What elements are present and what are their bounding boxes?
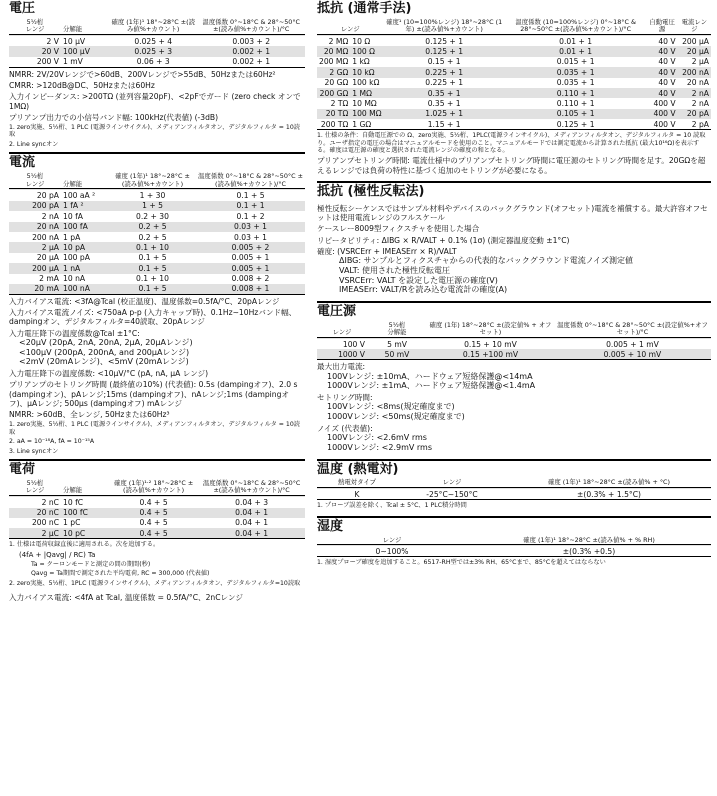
footnote: 1. プローブ誤差を除く、Tcal ± 5°C、1 PLC積分時間 [317,502,467,510]
note: NMRR: 2V/20Vレンジで>60dB、200Vレンジで>55dB、50Hzまたは60Hz² [9,69,276,79]
current-table: 5½桁 レンジ 分解能 確度 (1年)¹ 18°~28°C ±(読み値%+カウント) 温度係数 0°~18°C & 28°~50°C ±(読み値%+カウント)/°C 20 pA 100 aA ² 1 + 30 0.1 + 5 200 pA 1 fA ² 1 + 5 0.1 + 1 2 nA 10 fA 0.2 + 30 0.1 + 2 20 nA 100 fA 0.2 + 5 0.03 + 1 200 nA 1 pA 0.2 + 5 0.03 + 1 2 µA 10 pA 0.1 + 10 0.005 + 2 20 µA 100 pA 0.1 + 5 0.005 + 1 200 µA 1 nA 0.1 + 5 0.005 + 1 2 mA 10 nA 0.1 + 10 0.008 + 2 20 mA 100 nA 0.1 + 5 0.008 + 1 [9,173,305,295]
note: 入力電圧降下の温度係数@Tcal ±1°C: [9,328,140,338]
footnote: 1. 仕様は電荷収録直後に適用される。次を追加する。 [9,541,160,549]
note-sub: 100Vレンジ: ±10mA、ハードウェア短絡保護@<14mA [327,371,533,381]
footnote: 1. 仕様の条件：自動電圧源での Ω、zero実施、5½桁、1PLC(電源ラインサイクル)、メディアンフィルタオン、デジタルフィルタ = 10 読取り。ユーザ指定の電圧の場合はマニュアルモードを使用のこと。マニュアルモードでは測定電流から計算された抵抗 (最大10¹⁶Ω)を表示する。確度は電圧源の確度と選択された電流レンジの確度の和となる。 [317,132,706,154]
table-row: 2 nC 10 fC 0.4 + 5 0.04 + 3 [9,497,305,507]
voltage-table [9,19,305,68]
humidity-table: レンジ 確度 (1年)¹ 18°~28°C ±(読み値% + % RH) 0~100% ±(0.3% +0.5) [317,537,711,558]
col-acc: 確度 (1年)¹ 18°~28°C ±(読み値%+カウント) [111,17,196,34]
table-row: 20 pA 100 aA ² 1 + 30 0.1 + 5 [9,190,305,200]
table-row: 2 MΩ 10 Ω 0.125 + 1 0.01 + 1 40 V 200 µA [317,36,711,46]
note-sub: <100µV (200pA, 200nA, and 200µAレンジ) [19,347,190,357]
note-sub: 1000Vレンジ: <50ms(規定確度まで) [327,412,465,422]
note: NMRR: >60dB、全レンジ, 50Hzまたは60Hz³ [9,410,170,420]
footnote-sub: Ta = クーロンモードと測定の間の期間(秒) [31,561,151,569]
table-row: 20 mA 100 nA 0.1 + 5 0.008 + 1 [9,284,305,294]
vsource-heading: 電圧源 [317,301,711,322]
note: 入力バイアス電流: <4fA at Tcal, 温度係数 = 0.5fA/°C、2nCレンジ [9,593,243,603]
table-row: 200 TΩ 1 GΩ 1.15 + 1 0.125 + 1 400 V 2 pA [317,119,711,129]
note-sub: VSRCErr: VALT を設定した電圧源の確度(V) [339,275,498,285]
note: 入力バイアス電流ノイズ: <750aA p-p (入力キャップ時)、0.1Hz~10Hzバンド幅、dampingオン、デジタルフィルタ=40読取、20pAレンジ [9,308,297,327]
table-row: 20 TΩ 100 MΩ 1.025 + 1 0.105 + 1 400 V 20 pA [317,109,711,119]
formula: (4fA + |Qavg| / RC) Ta [19,550,96,559]
table-row: 2 GΩ 10 kΩ 0.225 + 1 0.035 + 1 40 V 200 nA [317,67,711,77]
note: ケースレー8009型フィクスチャを使用した場合 [317,224,480,234]
table-row: 2 mA 10 nA 0.1 + 10 0.008 + 2 [9,274,305,284]
table-row: 200 nC 1 pC 0.4 + 5 0.04 + 1 [9,518,305,528]
col-res: 分解能 [63,25,83,34]
left-column [9,0,305,603]
temp-table: 熱電対タイプ レンジ 確度 (1年)¹ 18°~28°C ±(読み値% + °C) K -25°C~150°C ±(0.3% + 1.5°C) [317,479,711,500]
right-column [317,0,711,567]
note: セトリング時間: [317,393,373,403]
table-row: 200 pA 1 fA ² 1 + 5 0.1 + 1 [9,201,305,211]
table-row: K -25°C~150°C ±(0.3% + 1.5°C) [317,489,711,499]
footnote: 2. aA = 10⁻¹⁸A, fA = 10⁻¹⁵A [9,438,95,446]
footnote: 1. zero実施、5½桁、1 PLC (電源ラインサイクル)、メディアンフィルタオン、デジタルフィルタ = 10読取 [9,124,300,139]
note: 入力電圧降下の温度係数: <10µV/°C (pA, nA, µA レンジ) [9,369,209,379]
note-sub: 1000Vレンジ: <2.9mV rms [327,442,433,452]
resistance-heading: 抵抗 (通常手法) [317,1,412,16]
footnote: 1. zero実施、5½桁、1 PLC (電源ラインサイクル)、メディアンフィルタオン、デジタルフィルタ = 10読取 [9,421,300,436]
note-sub: ΔIBG: サンプルとフィクスチャからの代表的なバックグラウンド電流ノイズ測定値 [339,256,633,266]
col-range: 5½桁 レンジ [25,17,45,34]
table-row: 20 nC 100 fC 0.4 + 5 0.04 + 1 [9,508,305,518]
note-sub: <20µV (20pA, 2nA, 20nA, 2µA, 20µAレンジ) [19,337,193,347]
table-row: 20 µA 100 pA 0.1 + 5 0.005 + 1 [9,253,305,263]
note: 入力インピーダンス: >200TΩ (並列容量20pF)、<2pFでガード (zero check オンで1MΩ) [9,92,301,111]
table-row: 20 nA 100 fA 0.2 + 5 0.03 + 1 [9,222,305,232]
current-heading: 電流 [9,152,305,173]
note: 入力バイアス電流: <3fA@Tcal (校正温度)、温度係数=0.5fA/°C、20pAレンジ [9,296,280,306]
table-row: 20 GΩ 100 kΩ 0.225 + 1 0.035 + 1 40 V 20 nA [317,78,711,88]
table-row: 100 V 5 mV 0.15 + 10 mV 0.005 + 1 mV [317,339,711,349]
table-row: 2 µA 10 pA 0.1 + 10 0.005 + 2 [9,242,305,252]
table-row: 2 TΩ 10 MΩ 0.35 + 1 0.110 + 1 400 V 2 nA [317,98,711,108]
note-sub: IMEASErr: VALT/Rを読み込む電流計の確度(A) [339,285,508,295]
vsource-table: レンジ 5½桁 分解能 確度 (1年) 18°~28°C ±(設定値% + オフセット) 温度係数 0°~18°C & 28°~50°C ±(設定値%+オフセット)/°C 100 V 5 mV 0.15 + 10 mV 0.005 + 1 mV 1000 V 50 mV 0.15 +100 mV 0.005 + 10 mV [317,322,711,361]
note: 確度: (VSRCErr + IMEASErr × R)/VALT [317,246,457,256]
table-row: 20 V 100 µV 0.025 + 3 0.002 + 1 [9,46,305,56]
footnote: 2. zero実施、5½桁、1PLC (電源ラインサイクル)、メディアンフィルタオン、デジタルフィルタ=10読取 [9,579,301,587]
table-row: 2 nA 10 fA 0.2 + 30 0.1 + 2 [9,211,305,221]
table-row: 200 MΩ 1 kΩ 0.15 + 1 0.015 + 1 40 V 2 µA [319,57,709,67]
table-row: 200 µA 1 nA 0.1 + 5 0.005 + 1 [9,263,305,273]
table-row: 200 nA 1 pA 0.2 + 5 0.03 + 1 [9,232,305,242]
footnote-sub: Qavg = Ta期間で測定された平均電荷, RC = 300,000 (代表値) [31,570,210,578]
note: プリアンプセトリング時間: 電流仕様中のプリアンプセトリング時間に電圧源のセトリング時間を足す。20GΩを超えるレンジでは負荷の特性に基づく追加のセトリングが必要になる。 [317,156,706,175]
table-row: 1000 V 50 mV 0.15 +100 mV 0.005 + 10 mV [317,349,711,359]
footnote: 1. 湿度プローブ確度を追加すること。6517-RH型では±3% RH、65°Cまで、85°Cを超えてはならない [317,559,606,567]
note: プリアンプ出力での小信号バンド幅: 100kHz(代表値) (-3dB) [9,112,219,122]
note-sub: VALT: 使用された極性反転電圧 [339,265,451,275]
resistance-table: レンジ 確度¹ (10=100%レンジ) 18°~28°C (1年) ±(読み値%+カウント) 温度係数 (10=100%レンジ) 0°~18°C & 28°~50°C ±(読み値%+カウント)/°C 自動電圧源 電流レンジ 2 MΩ 10 Ω 0.125 + 1 0.01 + 1 40 V 200 µA 20 MΩ 100 Ω 0.125 + 1 0.01 + 1 40 V 20 µA 200 MΩ 1 kΩ 0.15 + 1 0.015 + 1 40 V 2 µA 2 GΩ 10 kΩ 0.225 + 1 0.035 + 1 40 V 200 nA 20 GΩ 100 kΩ 0.225 + 1 0.035 + 1 40 V 20 nA 200 GΩ 1 MΩ 0.35 + 1 0.110 + 1 40 V 2 nA 2 TΩ 10 MΩ 0.35 + 1 0.110 + 1 400 V 2 nA 20 TΩ 100 MΩ 1.025 + 1 0.105 + 1 400 V 20 pA 200 TΩ 1 GΩ 1.15 + 1 0.125 + 1 400 V 2 pA [319,17,709,129]
note: 最大出力電流: [317,362,366,372]
footnote: 3. Line syncオン [9,447,59,455]
table-row: 0~100% ±(0.3% +0.5) [317,546,711,556]
note: リピータビリティ: ΔIBG × R/VALT + 0.1% (1σ) (測定器温度変動 ±1°C) [317,235,570,245]
charge-table: 5½桁 レンジ 分解能 確度 (1年)¹·² 18°~28°C ±(読み値%+カウント) 温度係数 0°~18°C & 28°~50°C ±(読み値%+カウント)/°C 2 nC 10 fC 0.4 + 5 0.04 + 3 20 nC 100 fC 0.4 + 5 0.04 + 1 200 nC 1 pC 0.4 + 5 0.04 + 1 2 µC 10 pC 0.4 + 5 0.04 + 1 [9,480,305,539]
altpol-heading: 抵抗 (極性反転法) [317,181,711,202]
note: プリアンプのセトリング時間 (最終値の10%) (代表値): 0.5s (dampingオフ)、2.0 s (dampingオン)、pAレンジ;15ms (dampingオフ)、nAレンジ;1ms (dampingオフ)、µAレンジ; 500µs (dampingオフ) mAレンジ [9,380,298,408]
humidity-heading: 湿度 [317,516,711,537]
note-sub: <2mV (20mAレンジ)、<5mV (20mAレンジ) [19,357,189,367]
table-row: 200 GΩ 1 MΩ 0.35 + 1 0.110 + 1 40 V 2 nA [317,88,711,98]
table-row: 2 µC 10 pC 0.4 + 5 0.04 + 1 [9,528,305,538]
voltage-heading: 電圧 [9,1,36,16]
note-sub: 100Vレンジ: <2.6mV rms [327,433,427,443]
charge-heading: 電荷 [9,459,305,480]
table-row: 20 MΩ 100 Ω 0.125 + 1 0.01 + 1 40 V 20 µA [317,46,711,56]
col-tc: 温度係数 0°~18°C & 28°~50°C ±(読み値%+カウント)/°C [202,17,300,34]
temp-heading: 温度 (熱電対) [317,459,711,480]
note: 極性反転シーケンスではサンプル材料やデバイスのバックグラウンド(オフセット)電流を補償する。最大許容オフセットは使用電流レンジのフルスケール [317,203,708,223]
note: ノイズ (代表値): [317,423,373,433]
footnote: 2. Line syncオン [9,140,59,148]
table-row: 2 V 10 µV 0.025 + 4 0.003 + 2 [9,36,305,46]
note-sub: 1000Vレンジ: ±1mA、ハードウェア短絡保護@<1.4mA [327,381,536,391]
table-row: 200 V 1 mV 0.06 + 3 0.002 + 1 [9,57,305,67]
note: CMRR: >120dB@DC、50Hzまたは60Hz [9,81,155,90]
note-sub: 100Vレンジ: <8ms(規定確度まで) [327,402,455,412]
